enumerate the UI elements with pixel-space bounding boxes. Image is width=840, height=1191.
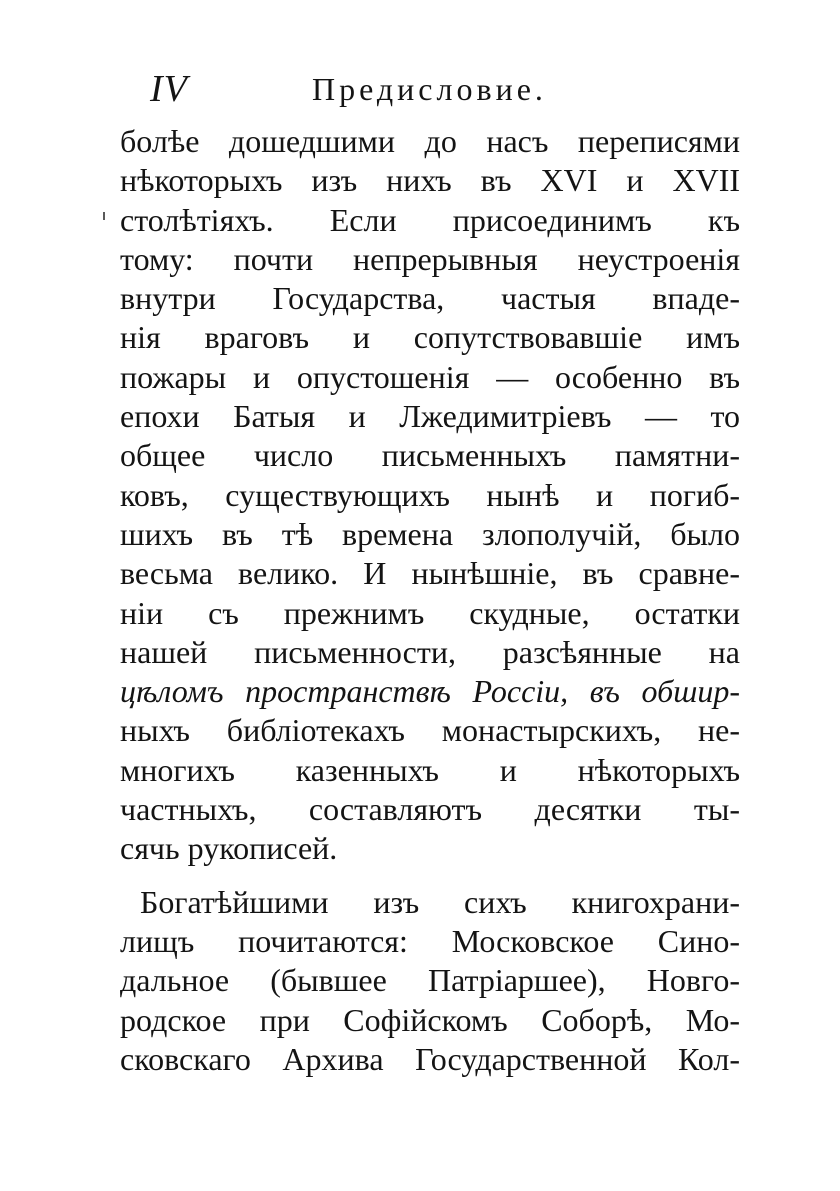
page-title: Предисловие. bbox=[312, 71, 547, 107]
ink-speck bbox=[103, 212, 105, 220]
text-line: шихъ въ тѣ времена злополучій, было bbox=[120, 515, 740, 552]
text-line: нія враговъ и сопутствовавшіе имъ bbox=[120, 319, 740, 356]
text-line: сковскаго Архива Государственной Кол- bbox=[120, 1040, 740, 1077]
body-text bbox=[120, 122, 740, 1079]
text-line: лищъ почитаются: Московское Сино- bbox=[120, 922, 740, 959]
running-head bbox=[150, 64, 750, 114]
text-line: ніи съ прежнимъ скудные, остатки bbox=[120, 594, 740, 631]
text-line: родское при Софійскомъ Соборѣ, Мо- bbox=[120, 1001, 740, 1038]
text-line: пожары и опустошенія — особенно въ bbox=[120, 358, 740, 395]
text-line: дальное (бывшее Патріаршее), Новго- bbox=[120, 962, 740, 999]
text-line: внутри Государства, частыя впаде- bbox=[120, 280, 740, 317]
text-line: нашей письменности, разсѣянные на bbox=[120, 633, 740, 670]
text-line: частныхъ, составляютъ десятки ты- bbox=[120, 791, 740, 828]
text-line: весьма велико. И нынѣшніе, въ сравне- bbox=[120, 555, 740, 592]
text-line-italic: цѣломъ пространствѣ Россіи, въ обшир- bbox=[120, 673, 740, 710]
text-line: столѣтіяхъ. Если присоединимъ къ bbox=[120, 201, 740, 238]
text-line: болѣе дошедшими до насъ переписями bbox=[120, 123, 740, 159]
paragraph-1 bbox=[120, 122, 740, 869]
text-line: нѣкоторыхъ изъ нихъ въ XVI и XVII bbox=[120, 162, 740, 199]
text-line: тому: почти непрерывныя неустроенія bbox=[120, 240, 740, 277]
text-line: общее число письменныхъ памятни- bbox=[120, 437, 740, 474]
text-line: Богатѣйшими изъ сихъ книгохрани- bbox=[140, 883, 740, 920]
text-line: епохи Батыя и Лжедимитріевъ — то bbox=[120, 398, 740, 435]
text-line: сячь рукописей. bbox=[120, 830, 338, 867]
text-line: ковъ, существующихъ нынѣ и погиб- bbox=[120, 476, 740, 513]
text-line: ныхъ библіотекахъ монастырскихъ, не- bbox=[120, 712, 740, 749]
paragraph-2 bbox=[120, 883, 740, 1079]
page-number: IV bbox=[150, 68, 188, 110]
text-line: многихъ казенныхъ и нѣкоторыхъ bbox=[120, 751, 740, 788]
paragraph-gap bbox=[120, 869, 740, 883]
